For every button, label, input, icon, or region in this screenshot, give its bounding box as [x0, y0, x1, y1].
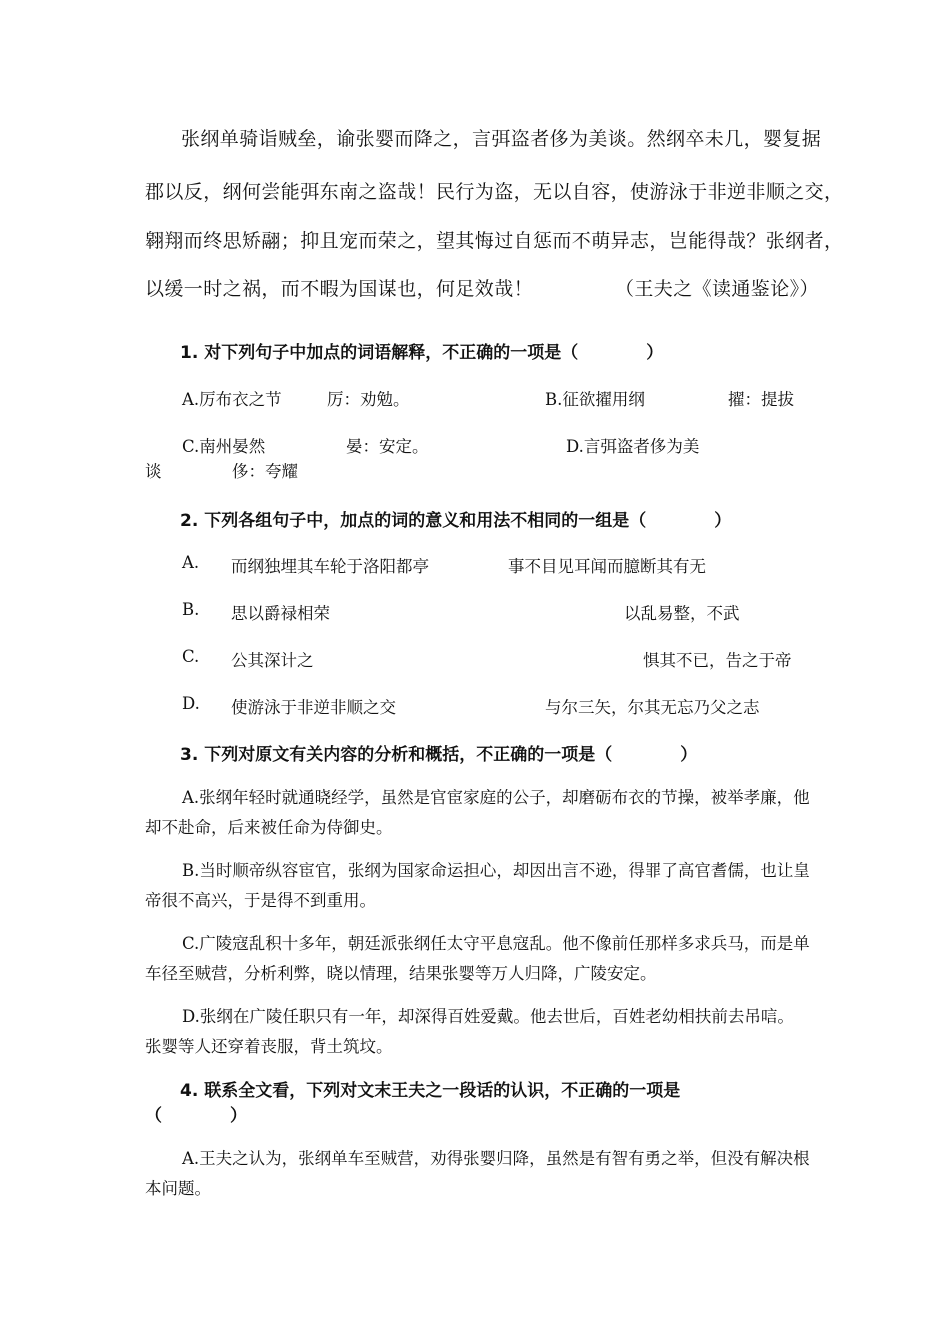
option-letter: B.: [182, 600, 200, 619]
option-sentence: D.言弭盗者侈为美: [566, 437, 700, 456]
option-gloss: 晏：安定。: [346, 437, 429, 456]
option-paragraph: D.张纲在广陵任职只有一年，却深得百姓爱戴。他去世后，百姓老幼相扶前去吊唁。张婴等人还穿着丧服，背土筑坟。: [145, 1007, 794, 1056]
option-left: 而纲独埋其车轮于洛阳都亭: [231, 557, 429, 576]
option-letter: C.: [182, 647, 200, 666]
option-left: 思以爵禄相荣: [231, 604, 330, 623]
option-paragraph: A.张纲年轻时就通晓经学，虽然是官宦家庭的公子，却磨砺布衣的节操，被举孝廉，他却不赴命，后来被任命为侍御史。: [145, 788, 810, 837]
passage-line: 张纲单骑诣贼垒，谕张婴而降之，言弭盗者侈为美谈。然纲卒未几，婴复据: [181, 128, 822, 150]
passage-source: （王夫之《读通鉴论》）: [615, 278, 819, 300]
question-title: 4. 联系全文看，下列对文末王夫之一段话的认识，不正确的一项是: [180, 1081, 681, 1101]
question-title-wrap: （ ）: [145, 1106, 247, 1126]
option-sentence: C.南州晏然: [182, 437, 266, 456]
option-paragraph: C.广陵寇乱积十多年，朝廷派张纲任太守平息寇乱。他不像前任那样多求兵马，而是单车径至贼营，分析利弊，晓以情理，结果张婴等万人归降，广陵安定。: [145, 934, 810, 983]
option-sentence: B.征欲擢用纲: [545, 390, 645, 409]
option-gloss: 擢：提拔: [728, 390, 794, 409]
option-gloss: 侈：夸耀: [232, 462, 298, 481]
question-title: 1. 对下列句子中加点的词语解释，不正确的一项是（ ）: [180, 343, 664, 363]
option-right: 事不目见耳闻而臆断其有无: [508, 557, 706, 576]
passage-line: 以缓一时之祸，而不暇为国谋也，何足效哉！: [145, 278, 534, 300]
option-right: 以乱易整，不武: [624, 604, 740, 623]
option-paragraph: B.当时顺帝纵容宦官，张纲为国家命运担心，却因出言不逊，得罪了高官耆儒，也让皇帝很不高兴，于是得不到重用。: [145, 861, 810, 910]
option-letter: D.: [182, 694, 200, 713]
question-title: 3. 下列对原文有关内容的分析和概括，不正确的一项是（ ）: [180, 745, 698, 765]
option-left: 使游泳于非逆非顺之交: [231, 698, 396, 717]
option-gloss: 厉：劝勉。: [327, 390, 410, 409]
option-sentence: A.厉布衣之节: [182, 390, 282, 409]
question-title: 2. 下列各组句子中，加点的词的意义和用法不相同的一组是（ ）: [180, 511, 732, 531]
option-left: 公其深计之: [231, 651, 314, 670]
option-right: 与尔三矢，尔其无忘乃父之志: [545, 698, 760, 717]
passage-line: 翱翔而终思矫翮；抑且宠而荣之，望其悔过自惩而不萌异志，岂能得哉？张纲者，: [145, 230, 844, 252]
option-sentence-wrap: 谈: [145, 462, 162, 481]
option-right: 惧其不已，告之于帝: [643, 651, 792, 670]
passage-line: 郡以反，纲何尝能弭东南之盗哉！民行为盗，无以自容，使游泳于非逆非顺之交，: [145, 181, 844, 203]
option-letter: A.: [182, 553, 200, 572]
option-paragraph: A.王夫之认为，张纲单车至贼营，劝得张婴归降，虽然是有智有勇之举，但没有解决根本问题。: [145, 1149, 810, 1198]
